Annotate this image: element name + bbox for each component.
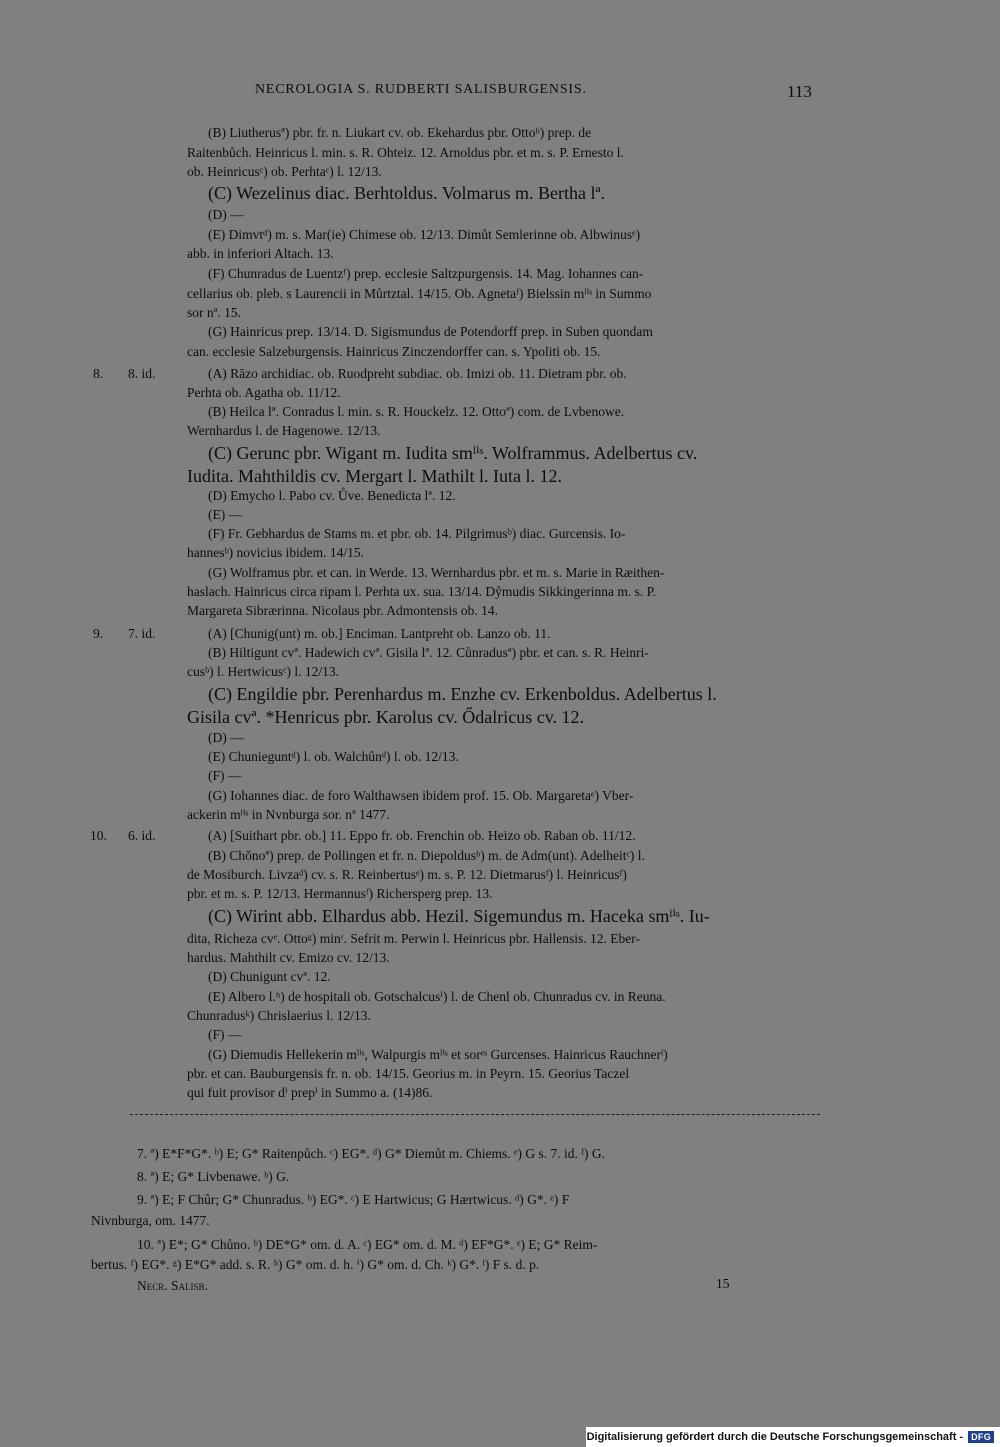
- footnote-line: 10. ª) E*; G* Chůno. ᵇ) DE*G* om. d. A. ᶜ) EG* om. d. M. ᵈ) EF*G*. ᵉ) E; G* Reim-: [137, 1237, 598, 1252]
- text-line: (C) Wirint abb. Elhardus abb. Hezil. Sigemundus m. Haceka smˡⁱˢ. Iu-: [208, 906, 710, 926]
- text-line: (A) [Chunig(unt) m. ob.] Enciman. Lantpreht ob. Lanzo ob. 11.: [208, 626, 551, 641]
- footnote-line: Nivnburga, om. 1477.: [91, 1213, 210, 1228]
- text-line: ackerin mˡⁱˢ in Nvnburga sor. nª 1477.: [187, 807, 390, 822]
- text-line: haslach. Hainricus circa ripam l. Perhta ux. sua. 13/14. Dẙmudis Sikkingerinna m. s. P.: [187, 584, 657, 599]
- text-line: (A) [Suithart pbr. ob.] 11. Eppo fr. ob. Frenchin ob. Heizo ob. Raban ob. 11/12.: [208, 828, 636, 843]
- dfg-logo-icon: DFG: [968, 1431, 994, 1443]
- text-line: pbr. et m. s. P. 12/13. Hermannusᶠ) Richersperg prep. 13.: [187, 886, 493, 901]
- text-line: Margareta Sibrærinna. Nicolaus pbr. Admontensis ob. 14.: [187, 603, 498, 618]
- text-line: can. ecclesie Salzeburgensis. Hainricus Zinczendorffer can. s. Ypoliti ob. 15.: [187, 344, 601, 359]
- margin-day-number: 9.: [93, 626, 104, 641]
- text-line: de Mosiburch. Livzaᵈ) cv. s. R. Reinbertusᵉ) m. s. P. 12. Dietmarusᶠ) l. Heinricusᶠ): [187, 867, 627, 882]
- footnote-line: 9. ª) E; F Chûr; G* Chunradus. ᵇ) EG*. ᶜ) E Hartwicus; G Hærtwicus. ᵈ) G*. ᵉ) F: [137, 1192, 570, 1207]
- text-line: (F) Chunradus de Luentzᶠ) prep. ecclesie Saltzpurgensis. 14. Mag. Iohannes can-: [208, 266, 644, 281]
- text-line: abb. in inferiori Altach. 13.: [187, 246, 334, 261]
- text-line: Perhta ob. Agatha ob. 11/12.: [187, 385, 341, 400]
- footnote-line: 8. ª) E; G* Livbenawe. ᵇ) G.: [137, 1169, 290, 1184]
- text-line: (A) Rāzo archidiac. ob. Ruodpreht subdiac. ob. Imizi ob. 11. Dietram pbr. ob.: [208, 366, 627, 381]
- page-header-title: NECROLOGIA S. RUDBERTI SALISBURGENSIS.: [255, 82, 587, 97]
- digitization-banner: [586, 1427, 1000, 1447]
- text-line: (G) Diemudis Hellekerin mˡⁱˢ, Walpurgis mˡⁱˢ et sorᵉˢ Gurcenses. Hainricus Rauchnerˡ): [208, 1047, 668, 1062]
- text-line: Iudita. Mahthildis cv. Mergart l. Mathilt l. Iuta l. 12.: [187, 466, 562, 486]
- text-line: cellarius ob. pleb. s Laurencii in Můrtztal. 14/15. Ob. Agnetaᶠ) Bielssin mˡⁱˢ in Summo: [187, 286, 652, 301]
- text-line: (E) Chunieguntᵈ) l. ob. Walchûnᵈ) l. ob. 12/13.: [208, 749, 459, 764]
- text-line: (B) Chŏnoª) prep. de Pollingen et fr. n. Diepoldusᵇ) m. de Adm(unt). Adelheitᶜ) l.: [208, 848, 645, 863]
- text-line: (C) Engildie pbr. Perenhardus m. Enzhe cv. Erkenboldus. Adelbertus l.: [208, 684, 717, 704]
- text-line: (G) Wolframus pbr. et can. in Werde. 13. Wernhardus pbr. et m. s. Marie in Ræithen-: [208, 565, 665, 580]
- text-line: (D) Chunigunt cvª. 12.: [208, 969, 331, 984]
- margin-day-number: 8.: [93, 366, 104, 381]
- text-line: (F) Fr. Gebhardus de Stams m. et pbr. ob. 14. Pilgrimusᵇ) diac. Gurcensis. Io-: [208, 526, 626, 541]
- text-line: (E) Albero l.ʰ) de hospitali ob. Gotschalcusⁱ) l. de Chenl ob. Chunradus cv. in Reuna.: [208, 989, 666, 1004]
- text-line: Gisila cvª. *Henricus pbr. Karolus cv. Ődalricus cv. 12.: [187, 707, 585, 727]
- signature-number: 15: [716, 1276, 730, 1291]
- margin-day-number: 10.: [90, 828, 107, 843]
- text-line: sor nª. 15.: [187, 305, 241, 320]
- text-line: (B) Hiltigunt cvª. Hadewich cvª. Gisila lª. 12. Cůnradusª) pbr. et can. s. R. Heinri-: [208, 645, 649, 660]
- text-line: (B) Liutherusª) pbr. fr. n. Liukart cv. ob. Ekehardus pbr. Ottoᵇ) prep. de: [208, 125, 592, 140]
- footnote-divider: [130, 1114, 820, 1115]
- footnote-line: bertus. ᶠ) EG*. ᵍ) E*G* add. s. R. ʰ) G* om. d. h. ⁱ) G* om. d. Ch. ᵏ) G*. ˡ) F s. d. p.: [91, 1257, 540, 1272]
- text-line: (E) Dimvtᵈ) m. s. Mar(ie) Chimese ob. 12/13. Dimůt Semlerinne ob. Albwinusᵉ): [208, 227, 641, 242]
- footnote-line: 7. ª) E*F*G*. ᵇ) E; G* Raitenpůch. ᶜ) EG*. ᵈ) G* Diemůt m. Chiems. ᵉ) G s. 7. id. ᶠ) G.: [137, 1146, 606, 1161]
- text-line: ob. Heinricusᶜ) ob. Perhtaᶜ) l. 12/13.: [187, 164, 382, 179]
- text-line: Raitenbůch. Heinricus l. min. s. R. Ohteiz. 12. Arnoldus pbr. et m. s. P. Ernesto l.: [187, 145, 624, 160]
- margin-day-id: 8. id.: [128, 366, 156, 381]
- text-line: (E) —: [208, 507, 243, 522]
- text-line: Wernhardus l. de Hagenowe. 12/13.: [187, 423, 381, 438]
- text-line: (G) Hainricus prep. 13/14. D. Sigismundus de Potendorff prep. in Suben quondam: [208, 324, 653, 339]
- margin-day-id: 7. id.: [128, 626, 156, 641]
- text-line: (G) Iohannes diac. de foro Walthawsen ibidem prof. 15. Ob. Margaretaᵉ) Vber-: [208, 788, 634, 803]
- text-line: (F) —: [208, 768, 242, 783]
- text-line: (B) Heilca lª. Conradus l. min. s. R. Houckelz. 12. Ottoª) com. de Lvbenowe.: [208, 404, 625, 419]
- banner-text: Digitalisierung gefördert durch die Deutsche Forschungsgemeinschaft -: [586, 1431, 964, 1443]
- text-line: hannesᵇ) novicius ibidem. 14/15.: [187, 545, 365, 560]
- text-line: cusᵇ) l. Hertwicusᶜ) l. 12/13.: [187, 664, 339, 679]
- text-line: (D) —: [208, 207, 244, 222]
- text-line: pbr. et can. Bauburgensis fr. n. ob. 14/15. Georius m. in Peyrn. 15. Georius Taczel: [187, 1066, 630, 1081]
- text-line: Chunradusᵏ) Chrislaerius l. 12/13.: [187, 1008, 371, 1023]
- text-line: (D) —: [208, 730, 244, 745]
- text-line: (D) Emycho l. Pabo cv. Ůve. Benedicta lª. 12.: [208, 488, 456, 503]
- text-line: (C) Wezelinus diac. Berhtoldus. Volmarus m. Bertha lª.: [208, 183, 605, 203]
- text-line: hardus. Mahthilt cv. Emizo cv. 12/13.: [187, 950, 390, 965]
- page-number: 113: [787, 82, 812, 101]
- text-line: dita, Richeza cvᵉ. Ottoᵍ) minʳ. Sefrit m. Perwin l. Heinricus pbr. Hallensis. 12. Eber-: [187, 931, 640, 946]
- text-line: (C) Gerunc pbr. Wigant m. Iudita smˡⁱˢ. Wolframmus. Adelbertus cv.: [208, 443, 698, 463]
- text-line: (F) —: [208, 1027, 242, 1042]
- signature-mark: Necr. Salisb.: [137, 1278, 208, 1293]
- text-line: qui fuit provisor dⁱ prepⁱ in Summo a. (14)86.: [187, 1085, 433, 1100]
- margin-day-id: 6. id.: [128, 828, 156, 843]
